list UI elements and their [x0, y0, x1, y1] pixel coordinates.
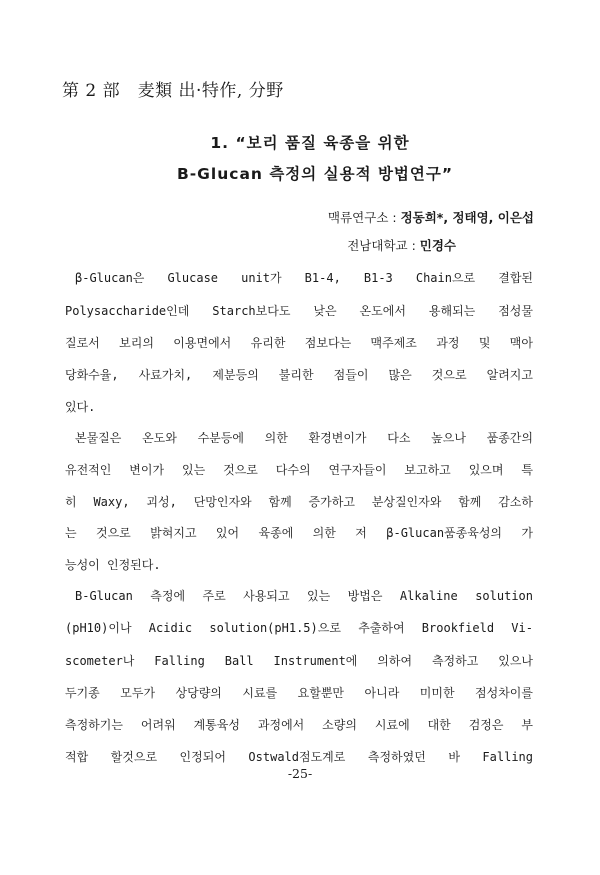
- author-affiliation-1: [328, 208, 534, 226]
- body-line: 질로서 보리의 이용면에서 유리한 점보다는 맥주제조 과정 및 맥아: [65, 336, 533, 350]
- body-line: β-Glucan은 Glucase unit가 B1-4, B1-3 Chain으로 결합된: [75, 271, 533, 285]
- body-line: 본물질은 온도와 수분등에 의한 환경변이가 다소 높으나 품종간의: [75, 431, 533, 445]
- author-affiliation-2: [347, 236, 456, 254]
- page-number: -25-: [287, 766, 313, 781]
- body-line: 유전적인 변이가 있는 것으로 다수의 연구자들이 보고하고 있으며 특: [65, 463, 533, 477]
- body-line: (pH10)이나 Acidic solution(pH1.5)으로 추출하여 Brookfield Vi-: [65, 621, 533, 635]
- author-org: 맥류연구소 :: [328, 210, 401, 225]
- body-line: 능성이 인정된다.: [65, 558, 161, 572]
- body-line: Polysaccharide인데 Starch보다도 낮은 온도에서 용해되는 점성물: [65, 304, 533, 318]
- title-line-1: 1. “보리 품질 육종을 위한: [210, 134, 410, 152]
- body-line: 는 것으로 밝혀지고 있어 육종에 의한 저 β-Glucan품종육성의 가: [65, 526, 533, 540]
- body-line: scometer나 Falling Ball Instrument에 의하여 측정하고 있으나: [65, 654, 533, 668]
- author-names: 민경수: [419, 238, 456, 253]
- body-line: 측정하기는 어려워 계통육성 과정에서 소량의 시료에 대한 검정은 부: [65, 718, 533, 732]
- author-names: 정동희*, 정태영, 이은섭: [400, 210, 534, 225]
- body-line: B-Glucan 측정에 주로 사용되고 있는 방법은 Alkaline solution: [75, 589, 533, 603]
- author-org: 전남대학교 :: [347, 238, 420, 253]
- title-line-2: B-Glucan 측정의 실용적 방법연구”: [176, 165, 454, 183]
- body-line: 있다.: [65, 400, 96, 414]
- body-line: 두기종 모두가 상당량의 시료를 요할뿐만 아니라 미미한 점성차이를: [65, 686, 533, 700]
- body-line: 적합 할것으로 인정되어 Ostwald점도계로 측정하였던 바 Falling: [65, 750, 533, 764]
- body-line: 히 Waxy, 괴성, 단망인자와 함께 증가하고 분상질인자와 함께 감소하: [65, 495, 533, 509]
- section-header: 第 2 部 麦類 出·特作, 分野: [62, 81, 284, 101]
- body-line: 당화수율, 사료가치, 제분등의 불리한 점들이 많은 것으로 알려지고: [65, 368, 533, 382]
